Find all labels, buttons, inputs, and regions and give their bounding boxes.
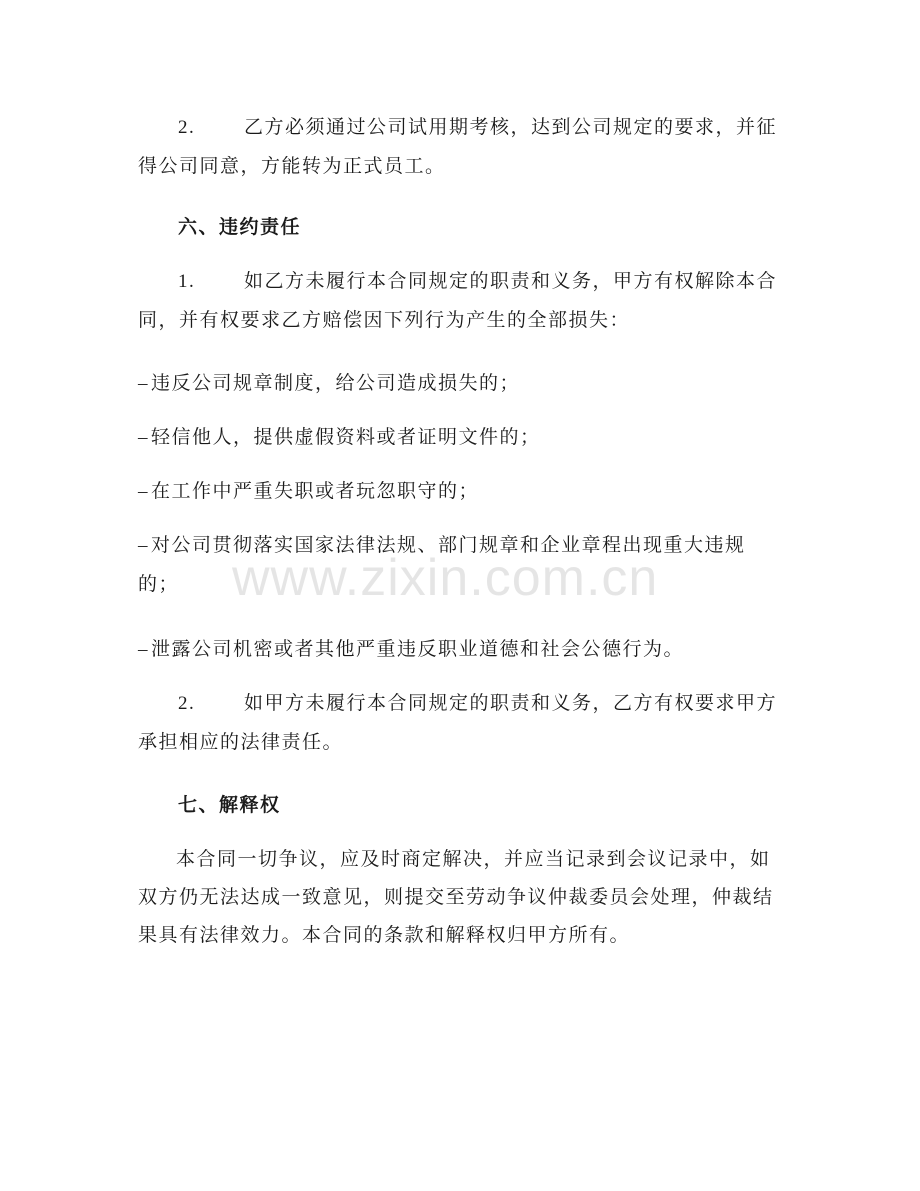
- dash-item: – 在工作中严重失职或者玩忽职守的；: [138, 480, 480, 502]
- dash-item: – 泄露公司机密或者其他严重违反职业道德和社会公德行为。: [138, 638, 685, 660]
- item-text: 如乙方未履行本合同规定的职责和义务，甲方有权解除本合同，并有权要求乙方赔偿因下列行为产生的全部损失：: [138, 270, 778, 331]
- item-number: 2.: [178, 117, 196, 138]
- breach-item-2: [138, 684, 783, 761]
- breach-item-1: [138, 262, 783, 339]
- dash-item: – 对公司贯彻落实国家法律法规、部门规章和企业章程出现重大违规的；: [138, 534, 746, 595]
- item-text: 乙方必须通过公司试用期考核，达到公司规定的要求，并征得公司同意，方能转为正式员工。: [138, 116, 778, 177]
- probation-item: [138, 108, 783, 185]
- dash-item: – 违反公司规章制度，给公司造成损失的；: [138, 372, 521, 394]
- item-number: 2.: [178, 693, 196, 714]
- item-number: 1.: [178, 271, 196, 292]
- interpretation-paragraph: 本合同一切争议，应及时商定解决，并应当记录到会议记录中，如双方仍无法达成一致意见，则提交至劳动争议仲裁委员会处理，仲裁结果具有法律效力。本合同的条款和解释权归甲方所有。: [138, 848, 774, 946]
- section-heading-breach: 六、违约责任: [178, 216, 302, 238]
- item-text: 如甲方未履行本合同规定的职责和义务，乙方有权要求甲方承担相应的法律责任。: [138, 692, 778, 753]
- watermark: www.zixin.com.cn: [232, 549, 659, 607]
- dash-item: – 轻信他人，提供虚假资料或者证明文件的；: [138, 426, 541, 448]
- section-heading-interpretation: 七、解释权: [178, 794, 281, 816]
